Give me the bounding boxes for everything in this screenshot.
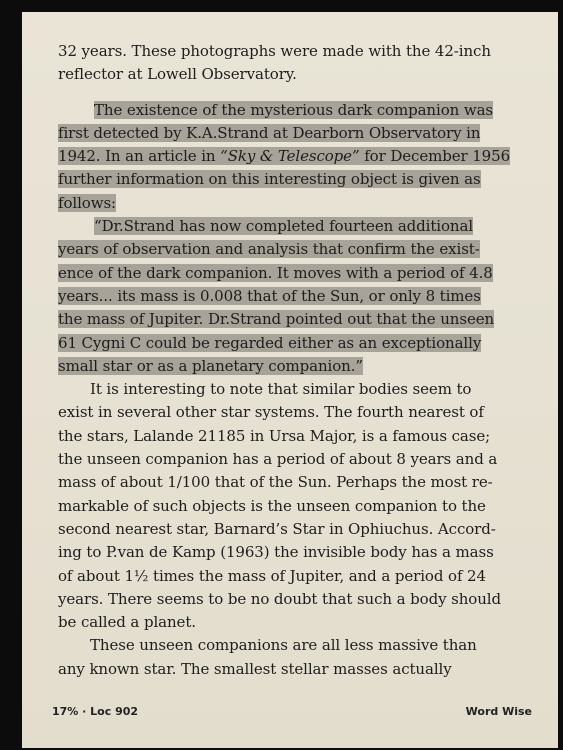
highlighted-line: ence of the dark companion. It moves with a period of 4.8 (58, 263, 493, 282)
text-line: These unseen companions are all less massive than (90, 636, 477, 655)
highlighted-line: The existence of the mysterious dark companion was (94, 100, 494, 119)
magazine-title: “Sky & Telescope” (220, 147, 360, 166)
paragraph-spacer (58, 87, 530, 99)
text-line: the stars, Lalande 21185 in Ursa Major, is a famous case; (58, 426, 491, 445)
highlighted-line: follows: (58, 193, 116, 212)
highlighted-line: 61 Cygni C could be regarded either as an exceptionally (58, 333, 482, 352)
text-line: ing to P.van de Kamp (1963) the invisible body has a mass (58, 543, 494, 562)
text-line: years. There seems to be no doubt that such a body should (58, 589, 501, 608)
reading-progress[interactable]: 17% · Loc 902 (52, 705, 139, 718)
text-line: markable of such objects is the unseen companion to the (58, 496, 486, 515)
text-line: of about 1½ times the mass of Jupiter, and a period of 24 (58, 566, 486, 585)
text-line: reflector at Lowell Observatory. (58, 65, 297, 84)
book-text (58, 40, 530, 681)
text-line: any known star. The smallest stellar masses actually (58, 659, 452, 678)
text-line: exist in several other star systems. The fourth nearest of (58, 403, 484, 422)
text-line: the unseen companion has a period of about 8 years and a (58, 450, 498, 469)
highlighted-line: the mass of Jupiter. Dr.Strand pointed out that the unseen (58, 310, 495, 329)
highlighted-line: first detected by K.A.Strand at Dearborn Observatory in (58, 123, 481, 142)
highlight-block[interactable] (58, 99, 530, 379)
highlighted-line: years... its mass is 0.008 that of the Sun, or only 8 times (58, 286, 481, 305)
text-line: mass of about 1/100 that of the Sun. Perhaps the most re- (58, 473, 493, 492)
highlighted-line: further information on this interesting object is given as (58, 170, 481, 189)
text-line: second nearest star, Barnard’s Star in Ophiuchus. Accord- (58, 519, 496, 538)
highlighted-line: small star or as a planetary companion.” (58, 356, 363, 375)
text-line: be called a planet. (58, 613, 196, 632)
text-line: 32 years. These photographs were made with the 42-inch (58, 42, 491, 60)
highlighted-line: years of observation and analysis that confirm the exist- (58, 240, 480, 259)
highlighted-line: “Dr.Strand has now completed fourteen additional (94, 217, 474, 236)
reader-page[interactable] (22, 12, 558, 748)
word-wise-button[interactable]: Word Wise (465, 705, 532, 718)
highlighted-line: 1942. In an article in “Sky & Telescope” for December 1956 (58, 147, 511, 166)
text-line: It is interesting to note that similar bodies seem to (90, 380, 472, 399)
